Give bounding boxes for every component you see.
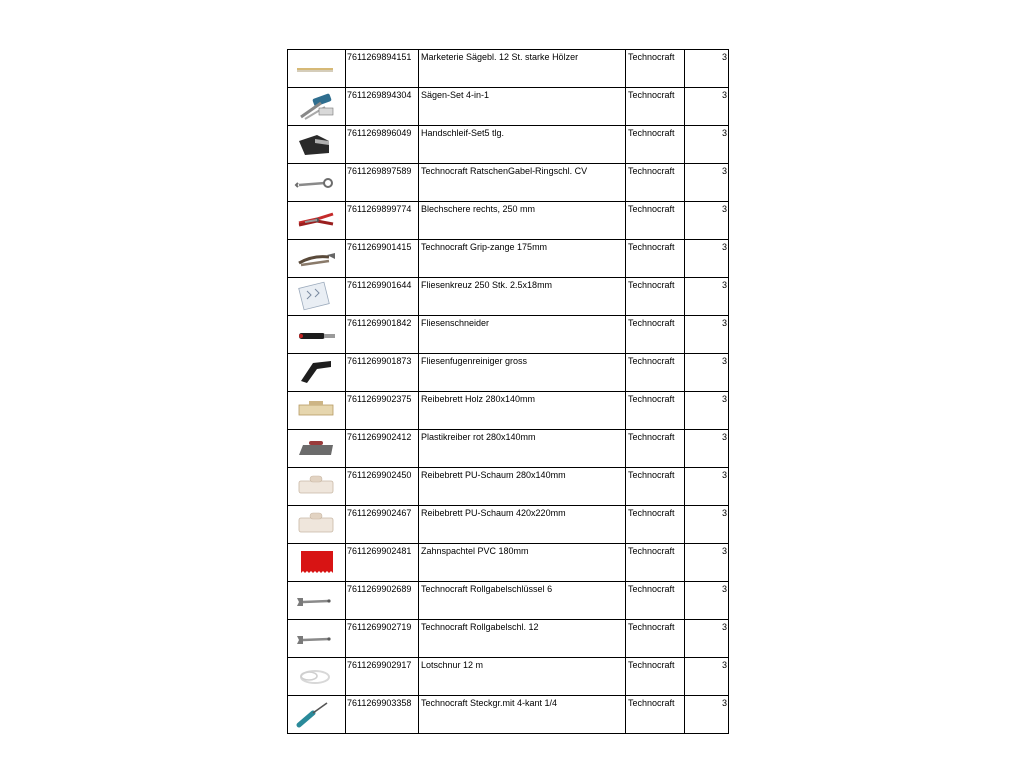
- product-image-cell: [288, 582, 346, 620]
- wooden-float-icon: [292, 395, 340, 425]
- brand-cell: Technocraft: [626, 126, 685, 164]
- description-cell: Reibebrett PU-Schaum 280x140mm: [419, 468, 626, 506]
- quantity-cell: 3: [685, 202, 729, 240]
- ean-cell: 7611269902689: [346, 582, 419, 620]
- product-image-cell: [288, 278, 346, 316]
- table-row: [288, 50, 729, 88]
- quantity-cell: 3: [685, 50, 729, 88]
- product-table: [287, 49, 729, 734]
- ean-cell: 7611269902412: [346, 430, 419, 468]
- product-image-cell: [288, 658, 346, 696]
- quantity-cell: 3: [685, 240, 729, 278]
- ean-cell: 7611269901842: [346, 316, 419, 354]
- brand-cell: Technocraft: [626, 544, 685, 582]
- brand-cell: Technocraft: [626, 430, 685, 468]
- table-row: [288, 88, 729, 126]
- description-cell: Technocraft RatschenGabel-Ringschl. CV: [419, 164, 626, 202]
- ean-cell: 7611269896049: [346, 126, 419, 164]
- ean-cell: 7611269902467: [346, 506, 419, 544]
- description-cell: Technocraft Grip-zange 175mm: [419, 240, 626, 278]
- description-cell: Marketerie Sägebl. 12 St. starke Hölzer: [419, 50, 626, 88]
- product-image-cell: [288, 468, 346, 506]
- ean-cell: 7611269901415: [346, 240, 419, 278]
- table-row: [288, 316, 729, 354]
- ean-cell: 7611269903358: [346, 696, 419, 734]
- ean-cell: 7611269901644: [346, 278, 419, 316]
- quantity-cell: 3: [685, 392, 729, 430]
- table-row: [288, 544, 729, 582]
- table-row: [288, 164, 729, 202]
- brand-cell: Technocraft: [626, 88, 685, 126]
- ean-cell: 7611269899774: [346, 202, 419, 240]
- description-cell: Plastikreiber rot 280x140mm: [419, 430, 626, 468]
- table-row: [288, 658, 729, 696]
- product-image-cell: [288, 544, 346, 582]
- table-row: [288, 240, 729, 278]
- table-row: [288, 126, 729, 164]
- quantity-cell: 3: [685, 544, 729, 582]
- quantity-cell: 3: [685, 620, 729, 658]
- ean-cell: 7611269902375: [346, 392, 419, 430]
- quantity-cell: 3: [685, 582, 729, 620]
- adjustable-wrench-icon: [292, 585, 340, 615]
- description-cell: Reibebrett Holz 280x140mm: [419, 392, 626, 430]
- product-image-cell: [288, 88, 346, 126]
- brand-cell: Technocraft: [626, 506, 685, 544]
- brand-cell: Technocraft: [626, 50, 685, 88]
- product-image-cell: [288, 392, 346, 430]
- notched-spatula-icon: [292, 547, 340, 577]
- brand-cell: Technocraft: [626, 240, 685, 278]
- ean-cell: 7611269901873: [346, 354, 419, 392]
- description-cell: Handschleif-Set5 tlg.: [419, 126, 626, 164]
- description-cell: Technocraft Steckgr.mit 4-kant 1/4: [419, 696, 626, 734]
- tile-spacers-icon: [292, 281, 340, 311]
- table-row: [288, 354, 729, 392]
- quantity-cell: 3: [685, 696, 729, 734]
- ean-cell: 7611269902450: [346, 468, 419, 506]
- quantity-cell: 3: [685, 126, 729, 164]
- ratchet-wrench-icon: [292, 167, 340, 197]
- brand-cell: Technocraft: [626, 620, 685, 658]
- grout-rake-icon: [292, 357, 340, 387]
- adjustable-wrench-icon: [292, 623, 340, 653]
- product-image-cell: [288, 354, 346, 392]
- quantity-cell: 3: [685, 430, 729, 468]
- description-cell: Lotschnur 12 m: [419, 658, 626, 696]
- product-image-cell: [288, 430, 346, 468]
- tin-snips-icon: [292, 205, 340, 235]
- product-image-cell: [288, 316, 346, 354]
- plastic-float-icon: [292, 433, 340, 463]
- description-cell: Technocraft Rollgabelschlüssel 6: [419, 582, 626, 620]
- brand-cell: Technocraft: [626, 658, 685, 696]
- ean-cell: 7611269897589: [346, 164, 419, 202]
- table-row: [288, 392, 729, 430]
- brand-cell: Technocraft: [626, 468, 685, 506]
- product-image-cell: [288, 620, 346, 658]
- marquetry-saw-blades-icon: [292, 53, 340, 83]
- description-cell: Zahnspachtel PVC 180mm: [419, 544, 626, 582]
- quantity-cell: 3: [685, 468, 729, 506]
- quantity-cell: 3: [685, 354, 729, 392]
- foam-float-icon: [292, 471, 340, 501]
- brand-cell: Technocraft: [626, 696, 685, 734]
- description-cell: Sägen-Set 4-in-1: [419, 88, 626, 126]
- screwdriver-icon: [292, 699, 340, 729]
- ean-cell: 7611269902481: [346, 544, 419, 582]
- description-cell: Reibebrett PU-Schaum 420x220mm: [419, 506, 626, 544]
- plumb-line-icon: [292, 661, 340, 691]
- brand-cell: Technocraft: [626, 316, 685, 354]
- product-image-cell: [288, 506, 346, 544]
- product-sheet: [287, 49, 727, 712]
- table-row: [288, 582, 729, 620]
- product-image-cell: [288, 696, 346, 734]
- ean-cell: 7611269902719: [346, 620, 419, 658]
- tile-cutter-icon: [292, 319, 340, 349]
- brand-cell: Technocraft: [626, 164, 685, 202]
- quantity-cell: 3: [685, 316, 729, 354]
- description-cell: Fliesenschneider: [419, 316, 626, 354]
- table-row: [288, 468, 729, 506]
- description-cell: Fliesenkreuz 250 Stk. 2.5x18mm: [419, 278, 626, 316]
- description-cell: Blechschere rechts, 250 mm: [419, 202, 626, 240]
- product-image-cell: [288, 126, 346, 164]
- quantity-cell: 3: [685, 506, 729, 544]
- table-row: [288, 506, 729, 544]
- quantity-cell: 3: [685, 658, 729, 696]
- table-row: [288, 696, 729, 734]
- table-row: [288, 430, 729, 468]
- product-image-cell: [288, 164, 346, 202]
- ean-cell: 7611269894304: [346, 88, 419, 126]
- product-image-cell: [288, 240, 346, 278]
- table-row: [288, 278, 729, 316]
- table-row: [288, 620, 729, 658]
- quantity-cell: 3: [685, 164, 729, 202]
- product-image-cell: [288, 202, 346, 240]
- table-row: [288, 202, 729, 240]
- grip-pliers-icon: [292, 243, 340, 273]
- saw-set-icon: [292, 91, 340, 121]
- quantity-cell: 3: [685, 278, 729, 316]
- description-cell: Technocraft Rollgabelschl. 12: [419, 620, 626, 658]
- hand-sander-icon: [292, 129, 340, 159]
- brand-cell: Technocraft: [626, 354, 685, 392]
- brand-cell: Technocraft: [626, 392, 685, 430]
- brand-cell: Technocraft: [626, 582, 685, 620]
- product-image-cell: [288, 50, 346, 88]
- brand-cell: Technocraft: [626, 202, 685, 240]
- quantity-cell: 3: [685, 88, 729, 126]
- description-cell: Fliesenfugenreiniger gross: [419, 354, 626, 392]
- brand-cell: Technocraft: [626, 278, 685, 316]
- foam-float-large-icon: [292, 509, 340, 539]
- ean-cell: 7611269902917: [346, 658, 419, 696]
- ean-cell: 7611269894151: [346, 50, 419, 88]
